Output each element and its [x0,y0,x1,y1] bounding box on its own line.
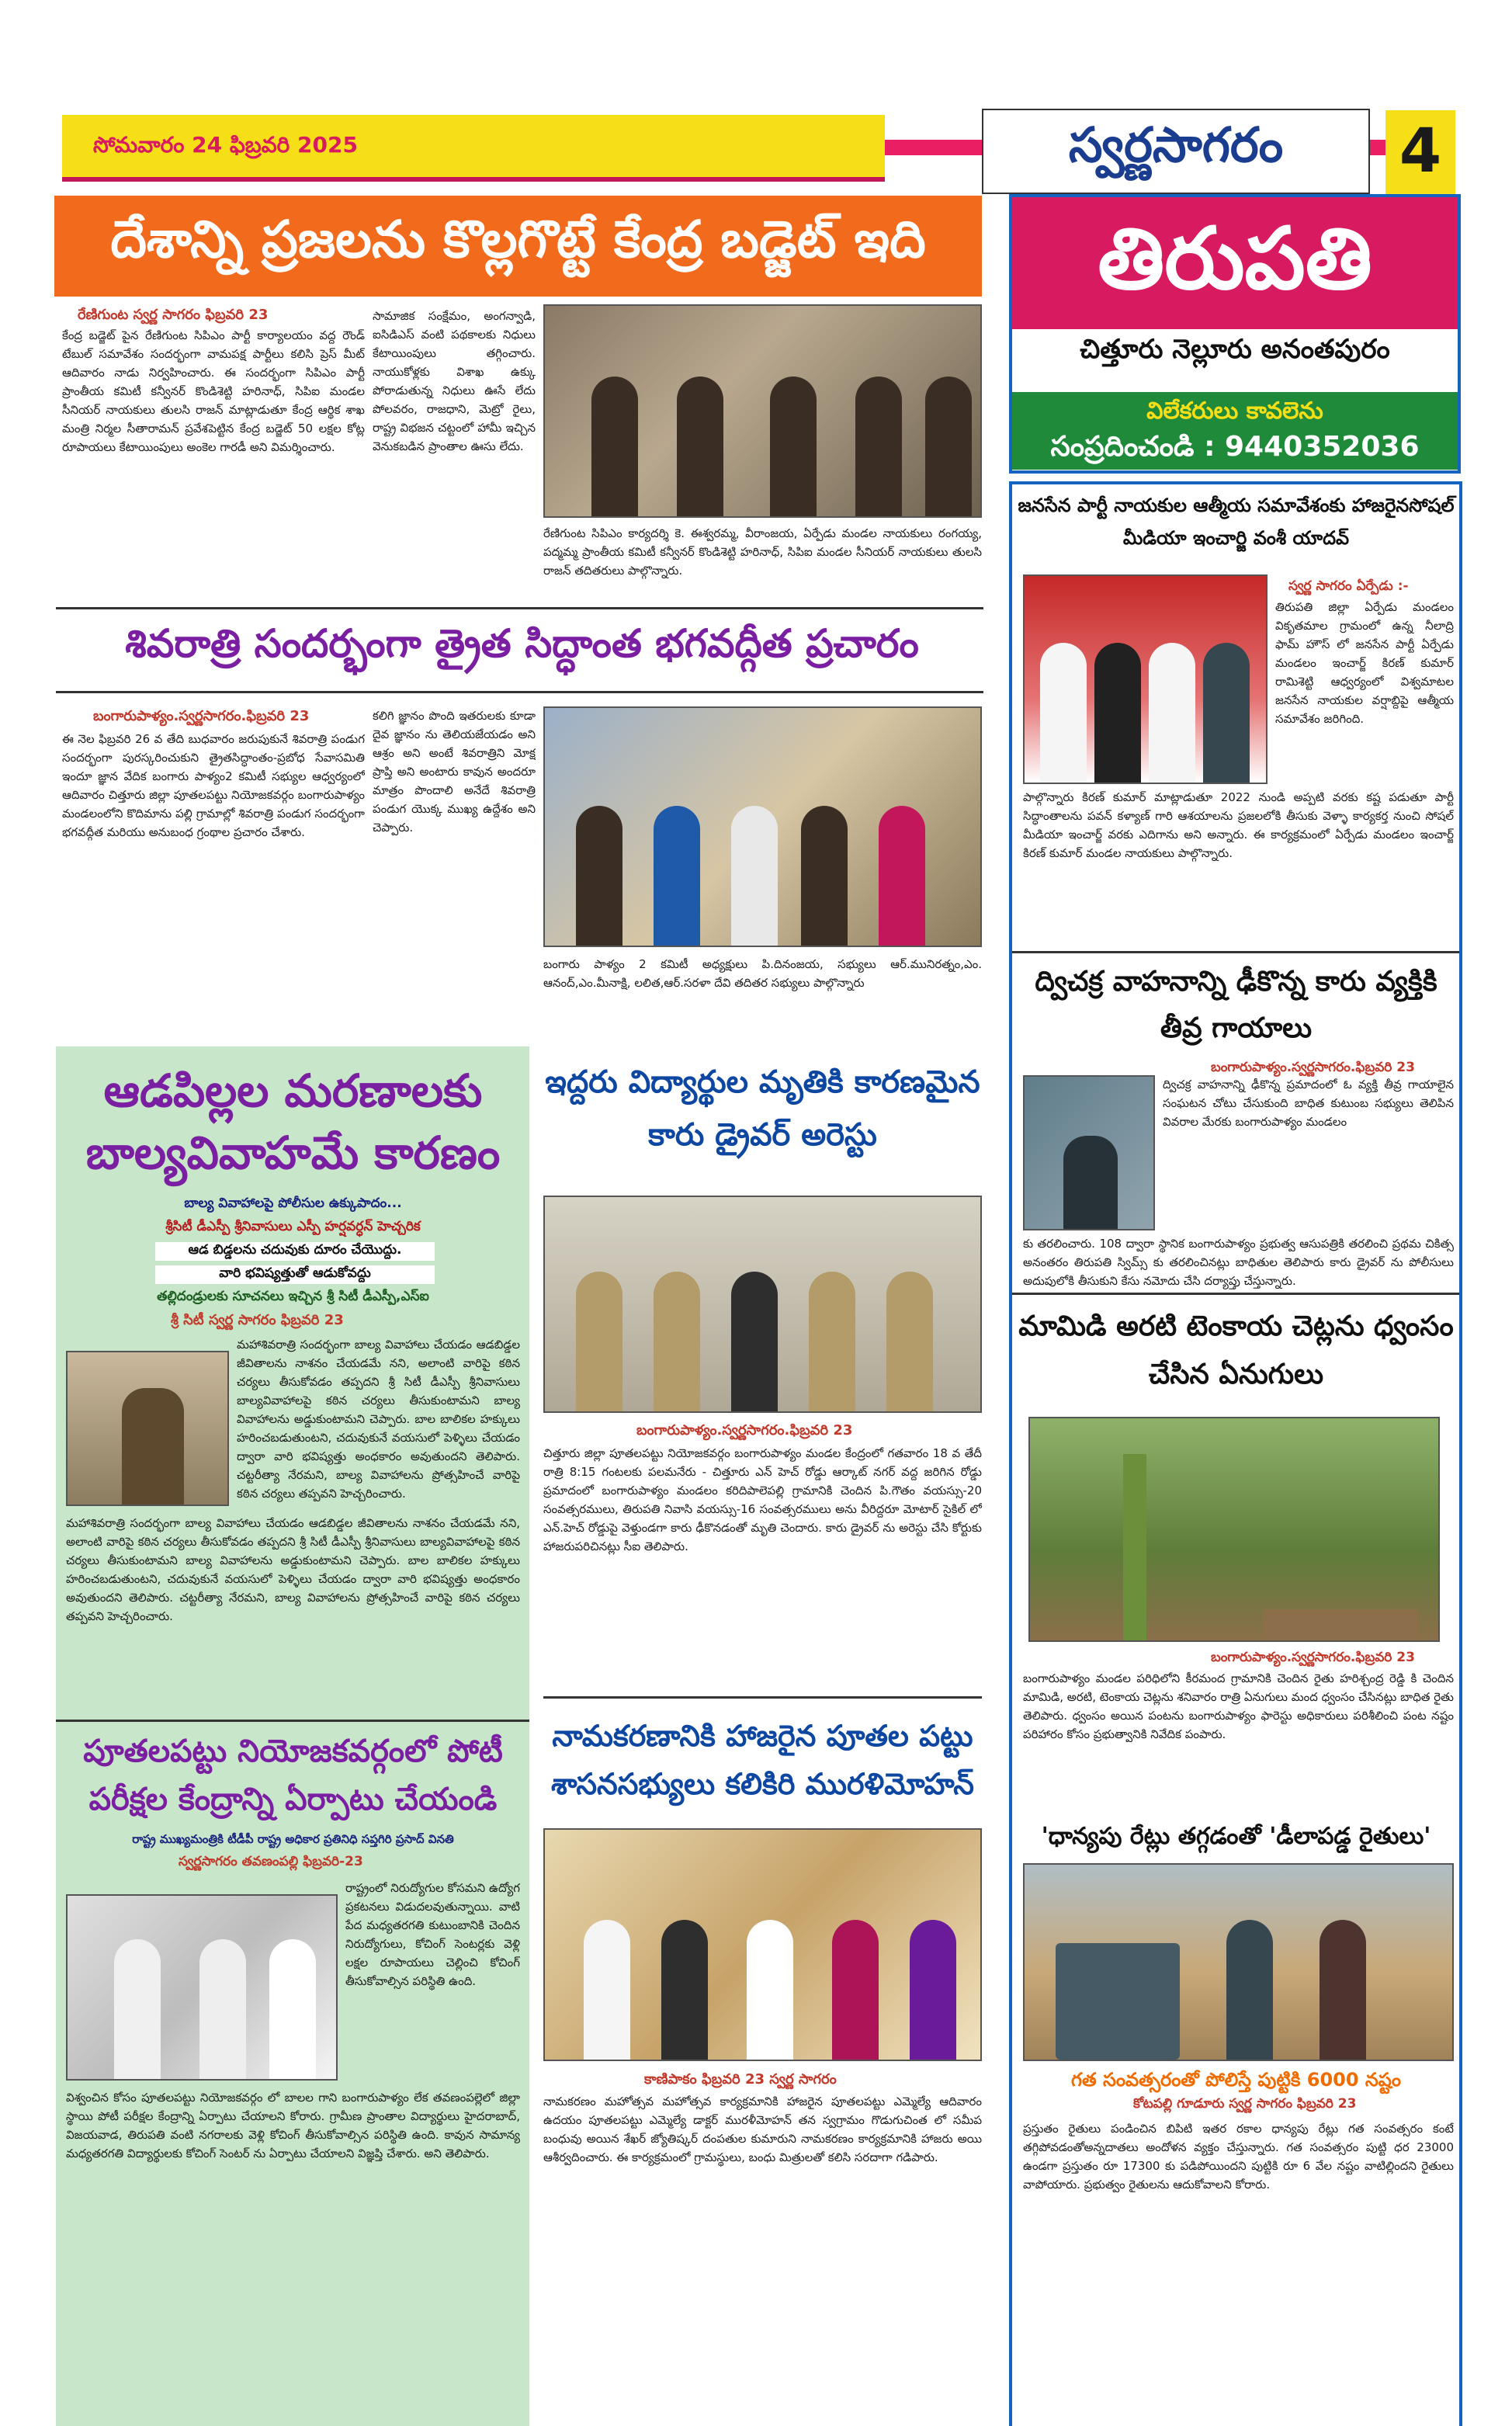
story5-dateline: బంగారుపాళ్యం.స్వర్ణసాగరం.ఫిబ్రవరి 23 [636,1422,853,1439]
story8-photo [1023,1075,1155,1230]
story7-body: పాల్గొన్నారు కిరణ్ కుమార్ మాట్లాడుతూ 2022 నుండి అప్పటి వరకు కష్ట పడుతూ పార్టీ సిద్ధాంతాలను పవన్ కళ్యాణ్ గారి ఆశయాలను ప్రజలలోకి తీసుకు వెళ్ళా కార్యకర్త నుంచి సోషల్ మీడియా ఇంచార్జ్ వరకు ఎదిగాను అని అన్నారు. ఈ కార్యక్రమంలో ఏర్పేడు మండలం ఇంచార్జ్ కిరణ్ కుమార్ మండల నాయకులు పాల్గొన్నారు. [1023,790,1454,860]
story4-body: విశ్వంచిన కోసం పూతలపట్టు నియోజకవర్గం లో బాలల గాని బంగారుపాళ్యం లేక తవణంపల్లెలో జిల్లా స్థాయి పోటీ పరీక్షల కేంద్రాన్ని ఏర్పాటు చేయాలని కోరారు. గ్రామీణ ప్రాంతాల విద్యార్థులు హైదరాబాద్, విజయవాడ, తిరుపతి వంటి నగరాలకు వెళ్లి కోచింగ్ తీసుకోవాల్సిన పరిస్థితి ఉంది. కావున సామాన్య మధ్యతరగతి విద్యార్థులకు కోచింగ్ సెంటర్ ను ఏర్పాటు చేయాలని విజ్ఞప్తి చేశారు. అని తెలిపారు. [66,2091,520,2160]
divider [1012,1293,1459,1295]
story8-body-right: ద్విచక్ర వాహనాన్ని ఢీకొన్న ప్రమాదంలో ఓ వ్యక్తి తీవ్ర గాయాలైన సంఘటన చోటు చేసుకుంది బాధిత కుటుంబ సభ్యులు తెలిపిన వివరాల మేరకు బంగారుపాళ్యం మండలం [1163,1078,1454,1129]
story7-dateline: స్వర్ణ సాగరం ఏర్పేడు :- [1288,578,1409,594]
story3-dateline: శ్రీ సిటీ స్వర్ణ సాగరం ఫిబ్రవరి 23 [171,1312,344,1328]
story1-body-left: కేంద్ర బడ్జెట్ పైన రేణిగుంట సిపిఎం పార్టీ కార్యాలయం వద్ద రౌండ్ టేబుల్ సమావేశం సందర్భంగా వామపక్ష పార్టీలు కలిసి ప్రెస్ మీట్ ఆదివారం నాడు నిర్వహించారు. ఈ సందర్భంగా సిపిఎం పార్టీ ప్రాంతీయ కమిటీ కన్వీనర్ కొండిశెట్టి హరినాధ్, సిపిఐ మండల సీనియర్ నాయకులు తులసి రాజన్ మాట్లాడుతూ కేంద్ర ఆర్థిక శాఖ మంత్రి నిర్మల సీతారామన్ ప్రవేశపెట్టిన కేంద్ర బడ్జెట్ 50 లక్షల కోట్ల రూపాయలు కేటాయింపులు అంకెల గారడీ అని విమర్శించారు. [62,328,365,454]
story2-dateline: బంగారుపాళ్యం.స్వర్ణసాగరం.ఫిబ్రవరి 23 [93,708,310,724]
masthead-logo: స్వర్ణసాగరం [1068,116,1284,173]
story4-headline: పూతలపట్టు నియోజకవర్గంలో పోటీ పరీక్షల కేంద్రాన్ని ఏర్పాటు చేయండి [83,1734,503,1817]
story10-body: ప్రస్తుతం రైతులు పండించిన బిపిటి ఇతర రకాల ధాన్యపు రేట్లు గత సంవత్సరం కంటే తగ్గిపోవడంతోఅన్నదాతలు అందోళన వ్యక్తం చేస్తున్నారు. గత సంవత్సరం పుట్టి ధర 23000 ఉండగా ప్రస్తుతం రూ 17300 కు పడిపోయిందని పుట్టికి రూ 6 వేల నష్టం వాటిల్లిందని రైతులు వాపోయారు. ప్రభుత్వం రైతులను ఆదుకోవాలని కోరారు. [1023,2122,1454,2192]
story6-headline: నామకరణానికి హాజరైన పూతల పట్టు శాసనసభ్యులు కలికిరి మురళిమోహన్ [551,1719,974,1801]
story2-body-bottom: బంగారు పాళ్యం 2 కమిటీ అధ్యక్షులు పి.దినంజయ, సభ్యులు ఆర్.మునిరత్నం,ఎం. ఆనంద్,ఎం.మీనాక్షి, లలిత,ఆర్.సరళా దేవి తదితర సభ్యులు పాల్గొన్నారు [543,957,982,990]
story2-headline: శివరాత్రి సందర్భంగా త్రైత సిద్ధాంత భగవద్గీత ప్రచారం [125,621,919,666]
story1-photo [543,304,982,518]
story9-photo [1028,1417,1440,1642]
story3-sub2: శ్రీసిటీ డీఎస్పీ శ్రీనివాసులు ఎస్పీ హర్షవర్ధన్ హెచ్చరిక [165,1219,421,1234]
story3-headline: ఆడపిల్లల మరణాలకు బాల్యవివాహమే కారణం [85,1064,501,1179]
story6-body: నామకరణం మహోత్సవ మహోత్సవ కార్యక్రమానికి హాజరైన పూతలపట్టు ఎమ్మెల్యే ఆదివారం ఉదయం పూతలపట్టు ఎమ్మెల్యే డాక్టర్ మురళీమోహన్ తన స్వగ్రామం గొడుగుచింత లో సమీప బంధువు అయిన శేఖర్ జ్యోతిష్కర్ దంపతుల కుమారుని నామకరణం కార్యక్రమానికి హాజరు అయి ఆశీర్వదించారు. ఈ కార్యక్రమంలో గ్రామస్థులు, బంధు మిత్రులతో కలిసి సరదాగా గడిపారు. [543,2095,982,2164]
story8-dateline: బంగారుపాళ్యం.స్వర్ణసాగరం.ఫిబ్రవరి 23 [1211,1060,1415,1075]
story7-headline: జనసేన పార్టీ నాయకుల ఆత్మీయ సమావేశంకు హాజరైనసోషల్ మీడియా ఇంచార్జి వంశీ యాదవ్ [1018,495,1455,549]
story10-photo [1023,1863,1454,2061]
issue-date: సోమవారం 24 ఫిబ్రవరి 2025 [93,132,358,158]
page-number: 4 [1399,116,1442,186]
lead-headline: దేశాన్ని ప్రజలను కొల్లగొట్టే కేంద్ర బడ్జెట్ ఇది [110,210,926,269]
story9-headline: మామిడి అరటి టెంకాయ చెట్లను ధ్వంసం చేసిన ఏనుగులు [1018,1310,1454,1390]
story9-body: బంగారుపాళ్యం మండల పరిధిలోని కీరమంద గ్రామానికి చెందిన రైతు హరిశ్చంద్ర రెడ్డి కి చెందిన మామిడి, అరటి, టెంకాయ చెట్లను శనివారం రాత్రి ఏనుగులు మంద ధ్వంసం చేసినట్లు బాధిత రైతు తెలిపారు. ధ్వంసం అయిన పంటను బంగారుపాళ్యం ఫారెస్టు అధికారులు పరిశీలించి పంట నష్టం పరిహారం కోసం ప్రభుత్వానికి నివేదిక పంపారు. [1023,1671,1454,1741]
story2-photo [543,706,982,947]
divider [543,1696,982,1699]
story3-photo-officer [66,1351,229,1506]
story4-body-right: రాష్ట్రంలో నిరుద్యోగుల కోసమని ఉద్యోగ ప్రకటనలు విడుదలవుతున్నాయి. వాటి పేద మధ్యతరగతి కుటుంబానికి చెందిన నిరుద్యోగులు, కోచింగ్ సెంటర్లకు వెళ్లి లక్షల రూపాయలు చెల్లించి కోచింగ్ తీసుకోవాల్సిన పరిస్థితి ఉంది. [345,1881,520,1988]
story4-dateline: స్వర్ణసాగరం తవణంపల్లి ఫిబ్రవరి-23 [179,1854,363,1869]
story4-sub: రాష్ట్ర ముఖ్యమంత్రికి టీడీపీ రాష్ట్ర అధికార ప్రతినిధి సప్తగిరి ప్రసాద్ వినతి [132,1832,454,1846]
story1-body-bottom: రేణిగుంట సిపిఎం కార్యదర్శి కె. ఈశ్వరమ్మ, వీరాంజయ, ఏర్పేడు మండల నాయకులు రంగయ్య, పద్మమ్మ ప్రాంతీయ కమిటీ కన్వీనర్ కొండిశెట్టి హరినాధ్, సిపిఐ మండల సీనియర్ నాయకులు తులసి రాజన్ తదితరులు పాల్గొన్నారు. [543,526,982,578]
story8-headline: ద్విచక్ర వాహనాన్ని ఢీకొన్న కారు వ్యక్తికి తీవ్ర గాయాలు [1035,966,1437,1044]
story10-subhead: గత సంవత్సరంతో పోలిస్తే పుట్టికి 6000 నష్టం [1070,2069,1402,2091]
divider [56,1720,529,1722]
story7-body-right: తిరుపతి జిల్లా ఏర్పేడు మండలం వికృతమాల గ్రామంలో ఉన్న నీలాద్రి ఫామ్ హౌస్ లో జనసేన పార్టీ ఏర్పేడు మండలం ఇంచార్జ్ కిరణ్ కుమార్ రామిశెట్టి ఆధ్వర్యంలో విశ్వమాటల జనసేన నాయకుల వర్షాబ్దిపై ఆత్మీయ సమావేశం జరిగింది. [1275,600,1454,726]
story5-body: చిత్తూరు జిల్లా పూతలపట్టు నియోజకవర్గం బంగారుపాళ్యం మండల కేంద్రంలో గతవారం 18 వ తేదీ రాత్రి 8:15 గంటలకు పలమనేరు - చిత్తూరు ఎన్ హెచ్ రోడ్డు ఆర్కాట్ నగర్ వద్ద జరిగిన రోడ్డు ప్రమాదంలో బంగారుపాళ్యం మండలం కరిదిపాలెపల్లి గ్రామానికి చెందిన పి.గౌతం వయస్సు-20 సంవత్సరములు, తిరుపతి నివాసి వయస్సు-16 సంవత్సరములు అను వీరిద్దరూ మోటార్ సైకిల్ లో ఎన్.హెచ్ రోడ్డుపై వెళ్తుండగా కారు ఢీకొనడంతో మృతి చెందారు. కారు డ్రైవర్ ను అరెస్టు చేసి కోర్టుకు హాజరుపరిచినట్లు సీఐ తెలిపారు. [543,1446,982,1553]
story8-body: కు తరలించారు. 108 ద్వారా స్థానిక బంగారుపాళ్యం ప్రభుత్వ ఆసుపత్రికి తరలించి ప్రథమ చికిత్స అనంతరం తిరుపతి స్విమ్స్ కు తరలించినట్లు బాధితుల తెలిపారు కారు డ్రైవర్ ను పోలీసులు అదుపులోకి తీసుకుని కేసు నమోదు చేసి దర్యాప్తు చేస్తున్నారు. [1023,1237,1454,1288]
story3-sub4: వారి భవిష్యత్తుతో ఆడుకోవద్దు [155,1265,435,1284]
story7-photo [1023,574,1268,784]
story9-dateline: బంగారుపాళ్యం.స్వర్ణసాగరం.ఫిబ్రవరి 23 [1211,1650,1415,1665]
story1-dateline: రేణిగుంట స్వర్ణ సాగరం ఫిబ్రవరి 23 [78,307,269,323]
story3-sub3: ఆడ బిడ్డలను చదువుకు దూరం చేయొద్దు. [155,1242,435,1261]
ad-districts: చిత్తూరు నెల్లూరు అనంతపురం [1080,334,1390,365]
story5-photo [543,1196,982,1413]
story5-headline: ఇద్దరు విద్యార్థుల మృతికి కారణమైన కారు డ్రైవర్ అరెస్టు [545,1064,980,1153]
story1-body-mid: సామాజిక సంక్షేమం, అంగన్వాడి, ఐసిడిఎస్ వంటి పథకాలకు నిధులు కేటాయింపులు తగ్గించారు. నాయుకోళ్లకు విశాఖ ఉక్కు పోరాడుతున్న నిధులు ఊసే లేదు పోలవరం, రాజధాని, మెట్రో రైలు, రాష్ట్ర విభజన చట్టంలో హామీ ఇచ్చిన వెనుకబడిన ప్రాంతాల ఊసు లేదు. [373,309,536,453]
divider [56,691,983,693]
story6-photo [543,1828,982,2061]
ad-want: విలేకరులు కావలెను [1146,397,1323,425]
header-rule-left [885,140,982,155]
header-rule-right [1370,140,1385,155]
story2-body-left: ఈ నెల ఫిబ్రవరి 26 వ తేది బుధవారం జరుపుకునే శివరాత్రి పండుగ సందర్భంగా పురస్కరించుకుని త్రైతసిద్ధాంతం-ప్రబోధ సేవాసమితి ఇందూ జ్ఞాన వేదిక బంగారు పాళ్యం2 కమిటీ సభ్యుల ఆధ్వర్యంలో ఆదివారం చిత్తూరు జిల్లా పూతలపట్టు నియోజకవర్గం బంగారుపాళ్యం మండలంలోని కొదిమాను పల్లి గ్రామాల్లో శివరాత్రి పండుగ సందర్భంగా భగవద్గీత మరియు అనుబంధ గ్రంథాల ప్రచారం చేశారు. [62,732,365,839]
ad-title: తిరుపతి [1098,208,1372,308]
divider [1012,951,1459,953]
ad-contact: సంప్రదించండి : 9440352036 [1050,431,1420,463]
story3-sub1: బాల్య వివాహాలపై పోలీసుల ఉక్కుపాదం... [184,1196,402,1211]
story2-body-mid: కలిగి జ్ఞానం పొంది ఇతరులకు కూడా దైవ జ్ఞానం ను తెలియజేయడం అని ఆశ్రం అని అంటే శివరాత్రిని మోక్ష ప్రాప్తి అని అంటారు కావున అందరూ మాత్రం పొందాలి అనేదే శివరాత్రి పండుగ యొక్క ముఖ్య ఉద్దేశం అని చెప్పారు. [373,709,536,835]
story3-body-right: మహాశివరాత్రి సందర్భంగా బాల్య వివాహాలు చేయడం ఆడబిడ్డల జీవితాలను నాశనం చేయడమే నని, అలాంటి వారిపై కఠిన చర్యలు తీసుకోవడం తప్పదని శ్రీ సిటీ డీఎస్పీ శ్రీనివాసులు బాల్యవివాహాలపై కఠిన చర్యలు తీసుకుంటామని బాల్య వివాహాలను అడ్డుకుంటామని చెప్పారు. బాల బాలికల హక్కులు హరించబడుతుంటని, చదువుకునే వయసులో పెళ్ళిలు చేయడం ద్వారా వారి భవిష్యత్తు అంధకారం అవుతుందని తెలిపారు. చట్టరీత్యా నేరమని, బాల్య వివాహాలను ప్రోత్సహించే వారిపై కఠిన చర్యలు తప్పవని హెచ్చరించారు. [237,1338,520,1501]
story3-sub5: తల్లిదండ్రులకు సూచనలు ఇచ్చిన శ్రీ సిటీ డీఎస్పీ,ఎస్ఐ [157,1289,429,1304]
story6-caption: కాణిపాకం ఫిబ్రవరి 23 స్వర్ణ సాగరం [644,2071,837,2088]
story10-dateline: కోటపల్లి గూడూరు స్వర్ణ సాగరం ఫిబ్రవరి 23 [1133,2096,1357,2112]
story3-body: మహాశివరాత్రి సందర్భంగా బాల్య వివాహాలు చేయడం ఆడబిడ్డల జీవితాలను నాశనం చేయడమే నని, అలాంటి వారిపై కఠిన చర్యలు తీసుకోవడం తప్పదని శ్రీ సిటీ డీఎస్పీ శ్రీనివాసులు బాల్యవివాహాలపై కఠిన చర్యలు తీసుకుంటామని బాల్య వివాహాలను అడ్డుకుంటామని చెప్పారు. బాల బాలికల హక్కులు హరించబడుతుంటని, చదువుకునే వయసులో పెళ్ళిలు చేయడం ద్వారా వారి భవిష్యత్తు అంధకారం అవుతుందని తెలిపారు. చట్టరీత్యా నేరమని, బాల్య వివాహాలను ప్రోత్సహించే వారిపై కఠిన చర్యలు తప్పవని హెచ్చరించారు. [66,1516,520,1623]
divider [56,607,983,609]
story10-headline: 'ధాన్యపు రేట్లు తగ్గడంతో 'డీలాపడ్డ రైతులు' [1041,1823,1431,1850]
story4-photo [66,1894,338,2081]
